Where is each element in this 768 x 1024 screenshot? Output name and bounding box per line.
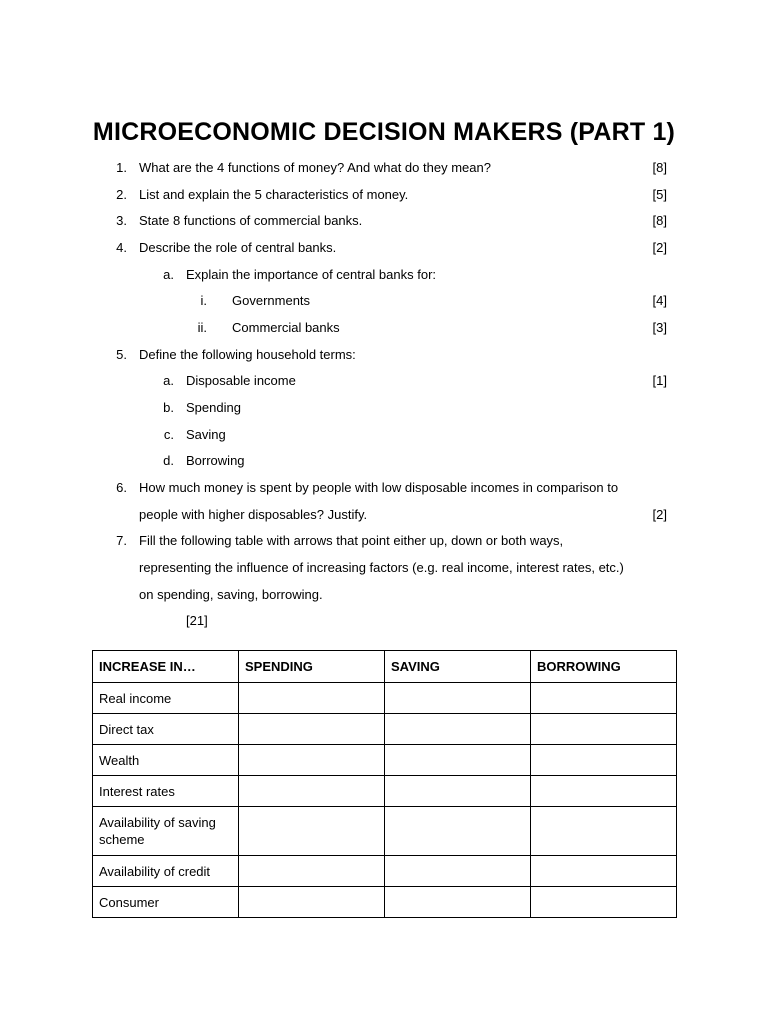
row-label: Availability of saving scheme (93, 807, 239, 856)
question-text: Saving (186, 427, 226, 442)
question-number: a. (163, 267, 174, 282)
column-header: SAVING (385, 651, 531, 683)
column-header: SPENDING (239, 651, 385, 683)
table-cell[interactable] (385, 683, 531, 714)
question-number: 5. (116, 347, 127, 362)
question-number: ii. (197, 320, 207, 335)
table-cell[interactable] (385, 807, 531, 856)
question-text-line-1: Fill the following table with arrows that point either up, down or both ways, (139, 533, 564, 548)
question-number: 7. (116, 533, 127, 548)
table-cell[interactable] (239, 776, 385, 807)
table-cell[interactable] (531, 807, 677, 856)
table-cell[interactable] (385, 714, 531, 745)
question-mark: [8] (652, 160, 667, 175)
question-text-line-2: people with higher disposables? Justify. (139, 507, 368, 522)
question-number: c. (163, 427, 174, 442)
influence-table (92, 650, 677, 918)
question-number: b. (163, 400, 174, 415)
question-number: i. (200, 293, 207, 308)
question-text-line-3: on spending, saving, borrowing. (139, 587, 323, 602)
row-label: Consumer (93, 887, 239, 918)
question-number: 4. (116, 240, 127, 255)
question-mark: [1] (652, 373, 667, 388)
table-cell[interactable] (531, 856, 677, 887)
table-row (93, 714, 677, 745)
question-number: 2. (116, 187, 127, 202)
table-cell[interactable] (385, 745, 531, 776)
question-number: 3. (116, 213, 127, 228)
table-cell[interactable] (239, 887, 385, 918)
question-text: Disposable income (186, 373, 296, 388)
question-mark: [3] (652, 320, 667, 335)
table-cell[interactable] (239, 745, 385, 776)
table-cell[interactable] (385, 776, 531, 807)
table-row (93, 776, 677, 807)
row-label: Wealth (93, 745, 239, 776)
question-text: What are the 4 functions of money? And what do they mean? (139, 160, 491, 175)
question-text: Describe the role of central banks. (139, 240, 337, 255)
question-number: 1. (116, 160, 127, 175)
table-header-row (93, 651, 677, 683)
table-cell[interactable] (385, 856, 531, 887)
table-cell[interactable] (239, 807, 385, 856)
row-label: Interest rates (93, 776, 239, 807)
question-number: d. (163, 453, 174, 468)
column-header: INCREASE IN… (93, 651, 239, 683)
table-row (93, 683, 677, 714)
question-text: Spending (186, 400, 241, 415)
table-row (93, 745, 677, 776)
question-text-line-1: How much money is spent by people with low disposable incomes in comparison to (139, 480, 619, 495)
question-number: a. (163, 373, 174, 388)
question-text-line-2: representing the influence of increasing factors (e.g. real income, interest rates, etc.) (139, 560, 624, 575)
table-row (93, 887, 677, 918)
question-text: Define the following household terms: (139, 347, 356, 362)
question-mark: [21] (186, 613, 208, 628)
question-mark: [8] (652, 213, 667, 228)
question-number: 6. (116, 480, 127, 495)
question-text: State 8 functions of commercial banks. (139, 213, 363, 228)
table-cell[interactable] (531, 776, 677, 807)
question-text: List and explain the 5 characteristics of money. (139, 187, 409, 202)
table-row (93, 856, 677, 887)
table-cell[interactable] (531, 683, 677, 714)
page-title: MICROECONOMIC DECISION MAKERS (PART 1) (92, 118, 676, 146)
question-text: Governments (232, 293, 311, 308)
table-cell[interactable] (239, 714, 385, 745)
question-mark: [4] (652, 293, 667, 308)
row-label: Direct tax (93, 714, 239, 745)
question-mark: [5] (652, 187, 667, 202)
column-header: BORROWING (531, 651, 677, 683)
question-text: Borrowing (186, 453, 245, 468)
table-cell[interactable] (385, 887, 531, 918)
question-text: Commercial banks (232, 320, 340, 335)
table-cell[interactable] (531, 714, 677, 745)
table-cell[interactable] (239, 683, 385, 714)
table-cell[interactable] (531, 745, 677, 776)
row-label: Real income (93, 683, 239, 714)
row-label: Availability of credit (93, 856, 239, 887)
table-cell[interactable] (531, 887, 677, 918)
question-text: Explain the importance of central banks for: (186, 267, 437, 282)
question-mark: [2] (652, 507, 667, 522)
question-mark: [2] (652, 240, 667, 255)
table-cell[interactable] (239, 856, 385, 887)
table-row (93, 807, 677, 856)
